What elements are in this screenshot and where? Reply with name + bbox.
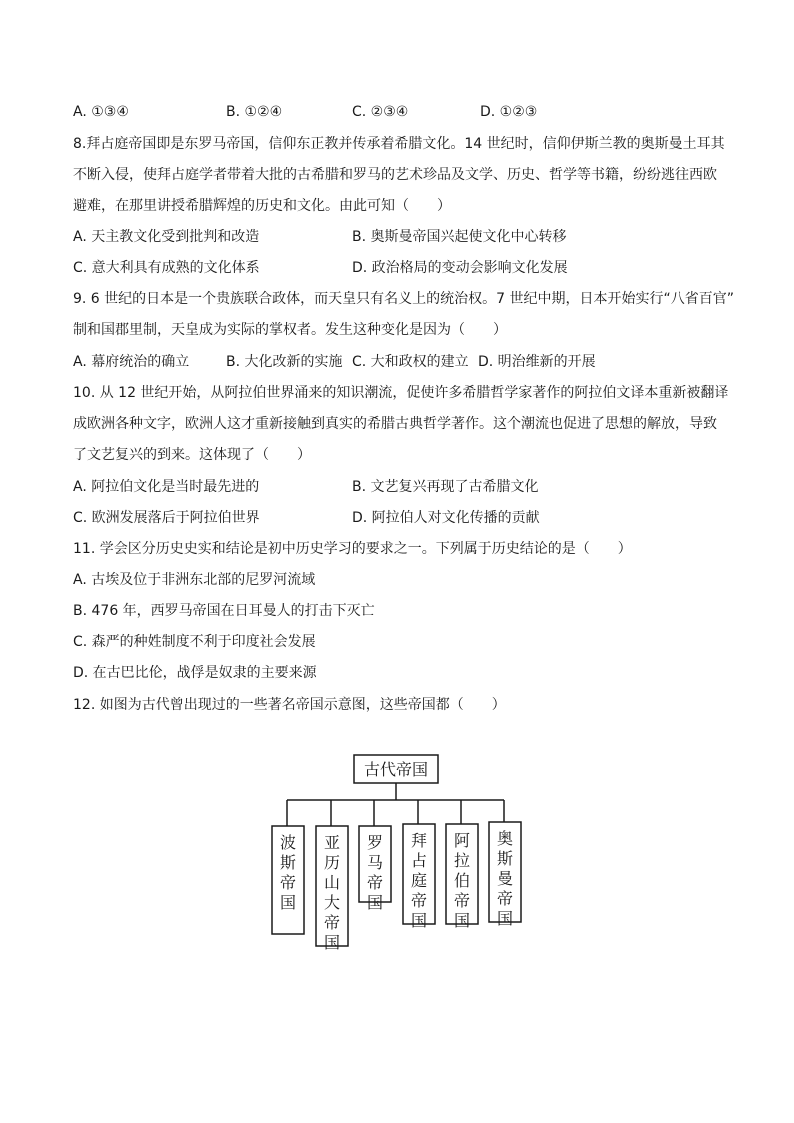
q10-option-c: C. 欧洲发展落后于阿拉伯世界 [73,510,260,526]
q10-stem-line-1: 10. 从 12 世纪开始，从阿拉伯世界涌来的知识潮流，促使许多希腊哲学家著作的阿拉伯文译本重新被翻译 [73,385,729,401]
q10-option-a: A. 阿拉伯文化是当时最先进的 [73,479,260,495]
q11-option-d: D. 在古巴比伦，战俘是奴隶的主要来源 [73,665,317,681]
q9-option-a: A. 幕府统治的确立 [73,354,190,370]
q9-option-b: B. 大化改新的实施 [226,354,343,370]
root-label: 古代帝国 [363,760,429,779]
q11-option-c: C. 森严的种姓制度不利于印度社会发展 [73,634,316,650]
q7-option-d: D. ①②③ [480,104,538,120]
q10-stem-line-3: 了文艺复兴的到来。这体现了（ ） [73,447,311,463]
q9-option-d: D. 明治维新的开展 [478,354,596,370]
q8-stem-line-2: 不断入侵，使拜占庭学者带着大批的古希腊和罗马的艺术珍品及文学、历史、哲学等书籍，纷纷逃往西欧 [73,167,717,183]
q7-option-c: C. ②③④ [352,104,409,120]
q9-option-c: C. 大和政权的建立 [352,354,469,370]
child-label-5: 阿拉伯帝国 [453,831,471,930]
q8-stem-line-3: 避难，在那里讲授希腊辉煌的历史和文化。由此可知（ ） [73,198,451,214]
child-label-6: 奥斯曼帝国 [496,829,514,928]
q7-option-a: A. ①③④ [73,104,129,120]
q8-option-c: C. 意大利具有成熟的文化体系 [73,260,260,276]
child-label-1: 波斯帝国 [279,833,297,912]
q7-option-b: B. ①②④ [226,104,283,120]
q10-stem-line-2: 成欧洲各种文字，欧洲人这才重新接触到真实的希腊古典哲学著作。这个潮流也促进了思想的解放，导致 [73,416,717,432]
child-label-2: 亚历山大帝国 [323,833,341,952]
q8-option-d: D. 政治格局的变动会影响文化发展 [352,260,568,276]
q11-stem: 11. 学会区分历史史实和结论是初中历史学习的要求之一。下列属于历史结论的是（ ） [73,541,632,557]
q9-stem-line-2: 制和国郡里制，天皇成为实际的掌权者。发生这种变化是因为（ ） [73,322,507,338]
child-label-3: 罗马帝国 [366,833,384,912]
q11-option-a: A. 古埃及位于非洲东北部的尼罗河流域 [73,572,316,588]
q8-option-a: A. 天主教文化受到批判和改造 [73,229,260,245]
q8-stem-line-1: 8.拜占庭帝国即是东罗马帝国，信仰东正教并传承着希腊文化。14 世纪时，信仰伊斯兰教的奥斯曼土耳其 [73,136,725,152]
q10-option-d: D. 阿拉伯人对文化传播的贡献 [352,510,540,526]
q10-option-b: B. 文艺复兴再现了古希腊文化 [352,479,539,495]
q8-option-b: B. 奥斯曼帝国兴起使文化中心转移 [352,229,567,245]
q9-stem-line-1: 9. 6 世纪的日本是一个贵族联合政体，而天皇只有名义上的统治权。7 世纪中期，日本开始实行“八省百官” [73,291,735,307]
q11-option-b: B. 476 年，西罗马帝国在日耳曼人的打击下灭亡 [73,603,375,619]
q12-stem: 12. 如图为古代曾出现过的一些著名帝国示意图，这些帝国都（ ） [73,697,506,713]
child-label-4: 拜占庭帝国 [410,831,428,930]
